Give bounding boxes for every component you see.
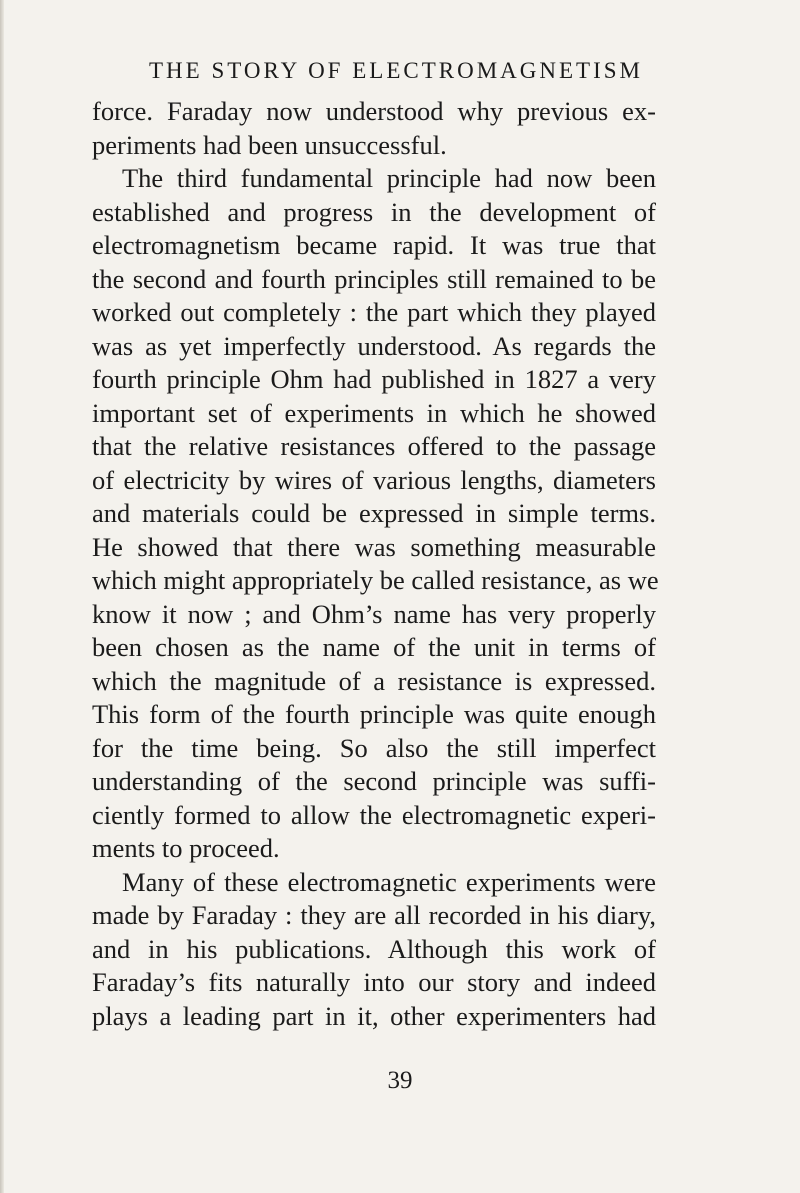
text-line: Many of these electromagnetic experiments were <box>122 866 656 897</box>
text-line: This form of the fourth principle was quite enough <box>92 699 656 729</box>
text-line: been chosen as the name of the unit in terms of <box>92 632 656 662</box>
text-line: fourth principle Ohm had published in 1827 a very <box>92 364 656 394</box>
paragraph <box>92 95 656 162</box>
text-line: established and progress in the development of <box>92 196 656 227</box>
text-line: understanding of the second principle was suffi- <box>92 766 656 796</box>
text-line: of electricity by wires of various lengths, diameters <box>92 464 656 495</box>
text-line: which the magnitude of a resistance is expressed. <box>92 665 656 696</box>
text-line: Faraday’s fits naturally into our story and indeed <box>92 967 656 997</box>
running-head: THE STORY OF ELECTROMAGNETISM <box>149 58 643 83</box>
text-line: was as yet imperfectly understood. As regards the <box>92 330 656 361</box>
text-line: periments had been unsuccessful. <box>92 129 447 160</box>
text-line: and in his publications. Although this work of <box>92 933 656 964</box>
text-line: plays a leading part in it, other experimenters had <box>92 1000 656 1031</box>
text-line: which might appropriately be called resistance, as we <box>92 565 659 595</box>
text-line: ments to proceed. <box>92 833 280 863</box>
paragraph <box>92 162 659 866</box>
text-line: electromagnetism became rapid. It was true that <box>92 230 656 260</box>
text-line: force. Faraday now understood why previous ex- <box>92 96 656 126</box>
page-number: 39 <box>387 1067 413 1094</box>
paragraph <box>92 866 656 1034</box>
text-line: that the relative resistances offered to the passage <box>92 431 656 461</box>
text-line: the second and fourth principles still remained to be <box>92 263 656 294</box>
text-line: for the time being. So also the still imperfect <box>92 732 656 763</box>
text-line: The third fundamental principle had now been <box>122 163 656 193</box>
body-text <box>92 95 659 1033</box>
text-line: made by Faraday : they are all recorded in his diary, <box>92 900 656 930</box>
text-line: worked out completely : the part which they played <box>92 297 656 327</box>
page-gutter-edge <box>0 0 4 1193</box>
text-line: He showed that there was something measurable <box>92 531 656 562</box>
text-line: important set of experiments in which he showed <box>92 397 656 428</box>
text-line: and materials could be expressed in simple terms. <box>92 498 656 528</box>
text-line: know it now ; and Ohm’s name has very properly <box>92 598 656 629</box>
text-line: ciently formed to allow the electromagnetic experi- <box>92 799 656 830</box>
